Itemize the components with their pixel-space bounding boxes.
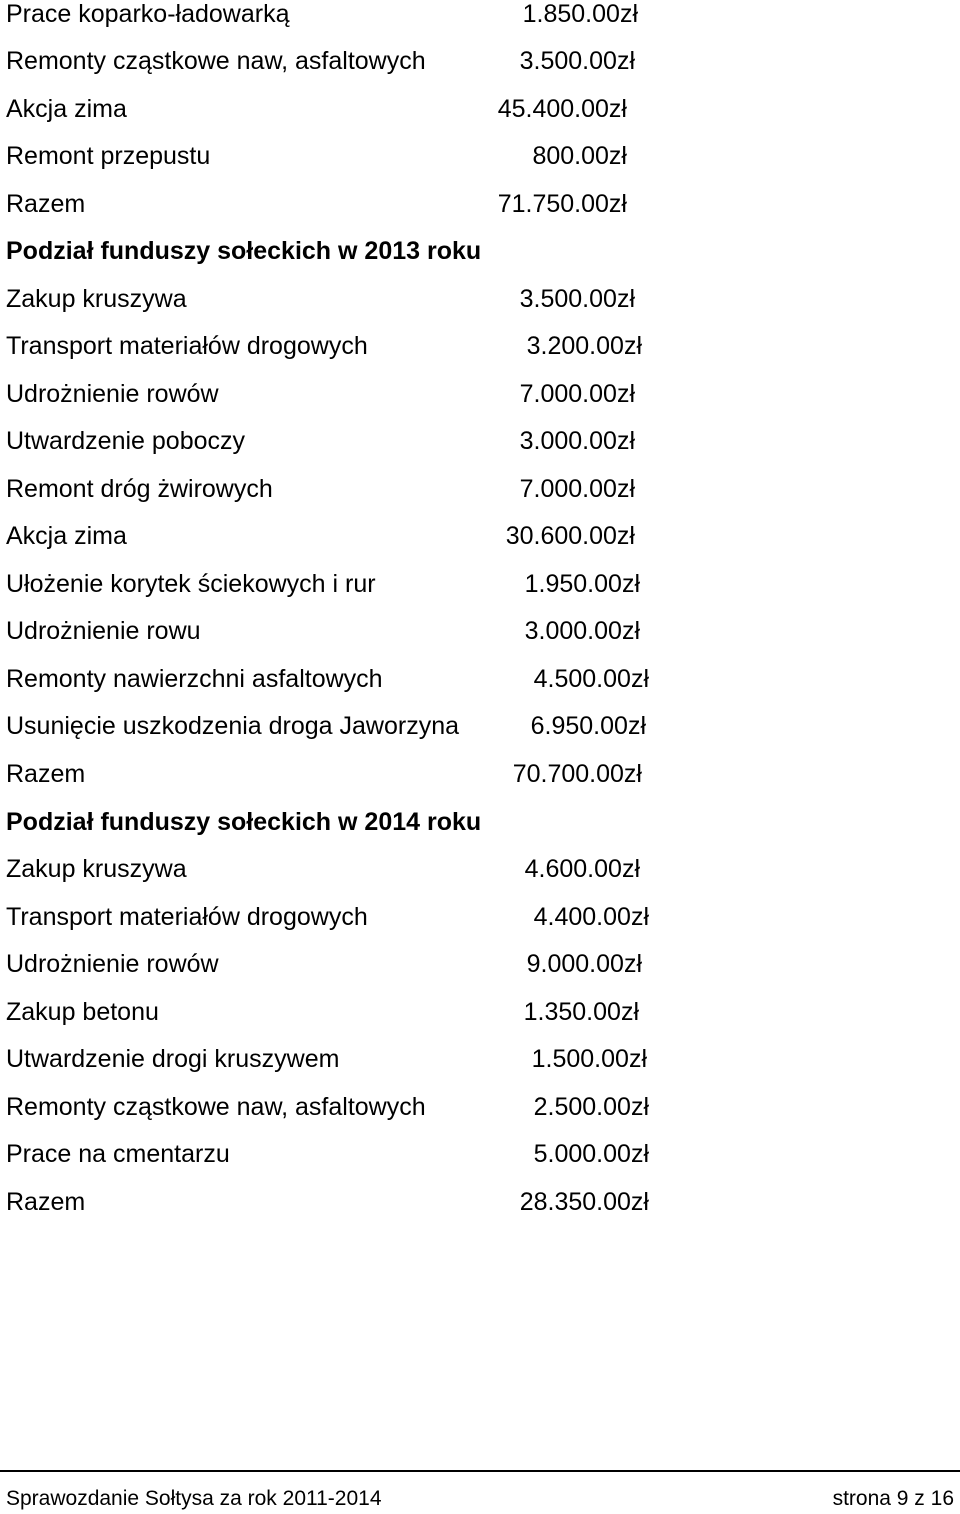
row-label: Zakup kruszywa xyxy=(6,285,187,313)
row-amount-total: 71.750.00zł xyxy=(497,190,627,218)
row-amount-total: 70.700.00zł xyxy=(512,760,642,788)
row-label-total: Razem xyxy=(6,760,86,788)
row-label: Remont dróg żwirowych xyxy=(6,475,273,503)
row-label: Akcja zima xyxy=(6,95,127,123)
row-amount: 3.000.00zł xyxy=(519,427,635,455)
row-amount: 1.500.00zł xyxy=(531,1045,647,1073)
row-amount: 1.350.00zł xyxy=(523,998,639,1026)
row-amount-total: 28.350.00zł xyxy=(519,1188,649,1216)
row-label: Remonty cząstkowe naw, asfaltowych xyxy=(6,1093,426,1121)
row-label: Ułożenie korytek ściekowych i rur xyxy=(6,570,376,598)
footer-divider xyxy=(0,1470,960,1472)
row-label: Transport materiałów drogowych xyxy=(6,332,368,360)
row-label: Akcja zima xyxy=(6,522,127,550)
row-amount: 4.600.00zł xyxy=(524,855,640,883)
row-amount: 45.400.00zł xyxy=(497,95,627,123)
row-amount: 2.500.00zł xyxy=(533,1093,649,1121)
row-amount: 5.000.00zł xyxy=(533,1140,649,1168)
row-amount: 30.600.00zł xyxy=(505,522,635,550)
row-label: Udrożnienie rowu xyxy=(6,617,201,645)
row-label: Zakup betonu xyxy=(6,998,159,1026)
row-label: Remonty nawierzchni asfaltowych xyxy=(6,665,383,693)
row-label: Prace koparko-ładowarką xyxy=(6,0,290,28)
footer-document-title: Sprawozdanie Sołtysa za rok 2011-2014 xyxy=(6,1487,382,1510)
row-label-total: Razem xyxy=(6,190,86,218)
row-amount: 4.400.00zł xyxy=(533,903,649,931)
row-amount: 3.500.00zł xyxy=(519,285,635,313)
row-amount: 3.500.00zł xyxy=(519,47,635,75)
section-heading-2013: Podział funduszy sołeckich w 2013 roku xyxy=(6,237,482,265)
row-label: Udrożnienie rowów xyxy=(6,380,219,408)
row-label: Prace na cmentarzu xyxy=(6,1140,230,1168)
row-label: Utwardzenie poboczy xyxy=(6,427,246,455)
row-label: Utwardzenie drogi kruszywem xyxy=(6,1045,340,1073)
row-amount: 4.500.00zł xyxy=(533,665,649,693)
section-heading-2014: Podział funduszy sołeckich w 2014 roku xyxy=(6,808,482,836)
row-amount: 1.850.00zł xyxy=(522,0,638,28)
row-amount: 6.950.00zł xyxy=(530,712,646,740)
row-label: Udrożnienie rowów xyxy=(6,950,219,978)
row-amount: 1.950.00zł xyxy=(524,570,640,598)
row-label: Zakup kruszywa xyxy=(6,855,187,883)
row-label: Transport materiałów drogowych xyxy=(6,903,368,931)
row-amount: 7.000.00zł xyxy=(519,380,635,408)
row-label-total: Razem xyxy=(6,1188,86,1216)
row-label: Remonty cząstkowe naw, asfaltowych xyxy=(6,47,426,75)
row-label: Remont przepustu xyxy=(6,142,211,170)
row-amount: 7.000.00zł xyxy=(519,475,635,503)
row-amount: 3.200.00zł xyxy=(526,332,642,360)
row-label: Usunięcie uszkodzenia droga Jaworzyna xyxy=(6,712,460,740)
row-amount: 3.000.00zł xyxy=(524,617,640,645)
row-amount: 9.000.00zł xyxy=(526,950,642,978)
row-amount: 800.00zł xyxy=(532,142,627,170)
footer-page-number: strona 9 z 16 xyxy=(832,1487,954,1510)
